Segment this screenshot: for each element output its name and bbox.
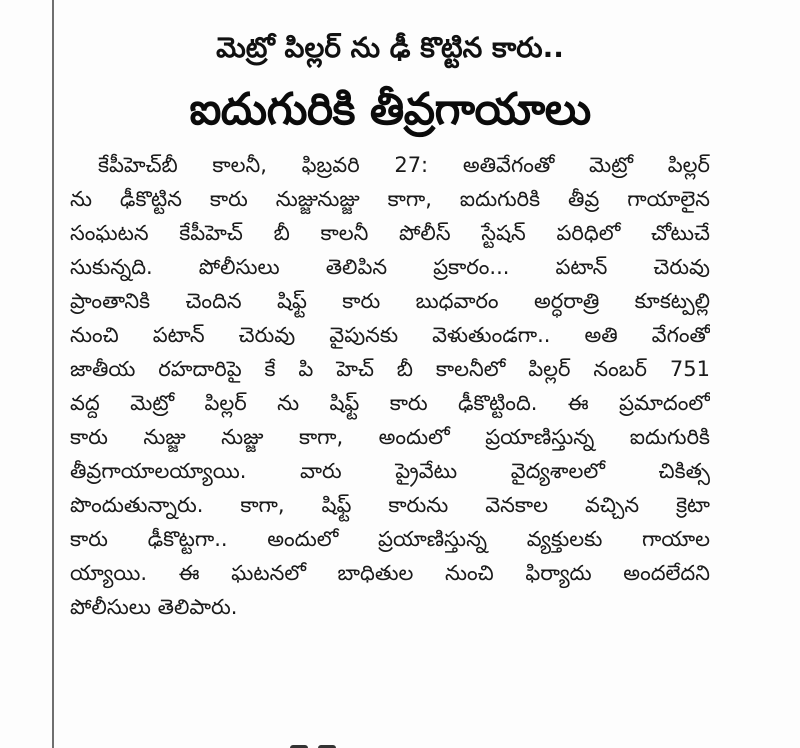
body-line: కారు నుజ్జు నుజ్జు కాగా, అందులో ప్రయాణిస్తున్న ఐదుగురికి xyxy=(70,425,710,449)
body-line: పోలీసులు తెలిపారు. xyxy=(70,595,238,619)
body-line: నుంచి పటాన్ చెరువు వైపునకు వెళుతుండగా.. అతి వేగంతో xyxy=(70,323,710,347)
article-headline: ఐదుగురికి తీవ్రగాయాలు xyxy=(189,84,591,135)
body-line: సంఘటన కేపీహెచ్ బీ కాలనీ పోలీస్ స్టేషన్ పరిధిలో చోటుచే xyxy=(70,221,710,245)
body-line: ను ఢీకొట్టిన కారు నుజ్జునుజ్జు కాగా, ఐదుగురికి తీవ్ర గాయాలైన xyxy=(70,187,710,211)
news-article xyxy=(70,22,710,624)
body-line: వద్ద మెట్రో పిల్లర్ ను షిఫ్ట్ కారు ఢీకొట్టింది. ఈ ప్రమాదంలో xyxy=(70,391,710,415)
body-line: పొందుతున్నారు. కాగా, షిఫ్ట్ కారును వెనకాల వచ్చిన క్రెటా xyxy=(70,493,710,517)
body-line: సుకున్నది. పోలీసులు తెలిపిన ప్రకారం... పటాన్ చెరువు xyxy=(70,255,710,279)
article-subheadline: మెట్రో పిల్లర్ ను ఢీ కొట్టిన కారు.. xyxy=(216,31,564,64)
cropped-next-text xyxy=(290,738,410,748)
body-line: తీవ్రగాయాలయ్యాయి. వారు ప్రైవేటు వైద్యశాలలో చికిత్స xyxy=(70,459,710,483)
column-divider xyxy=(52,0,54,748)
article-body xyxy=(70,148,710,624)
body-line: ప్రాంతానికి చెందిన షిఫ్ట్ కారు బుధవారం అర్ధరాత్రి కూకట్పల్లి xyxy=(70,289,710,313)
body-line: కారు ఢీకొట్టగా.. అందులో ప్రయాణిస్తున్న వ్యక్తులకు గాయాల xyxy=(70,527,710,551)
body-line: కేపీహెచ్‌బీ కాలనీ, ఫిబ్రవరి 27: అతివేగంతో మెట్రో పిల్లర్ xyxy=(98,153,710,177)
cropped-previous-text xyxy=(70,0,710,8)
body-line: య్యాయి. ఈ ఘటనలో బాధితుల నుంచి ఫిర్యాదు అందలేదని xyxy=(70,561,710,585)
body-line: జాతీయ రహదారిపై కే పి హెచ్ బీ కాలనీలో పిల్లర్ నంబర్ 751 xyxy=(70,357,710,381)
